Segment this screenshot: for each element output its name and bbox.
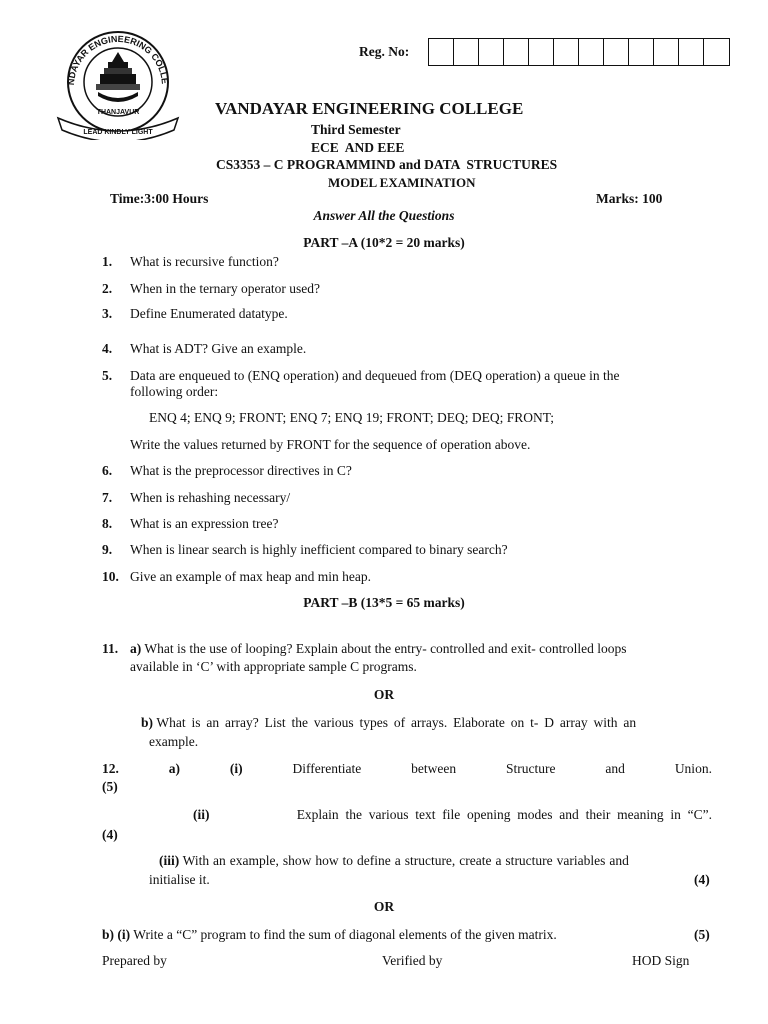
question-number: 12. — [102, 761, 119, 776]
question-number: 11. — [102, 641, 119, 656]
question-text: When is linear search is highly inefficient compared to binary search? — [130, 542, 508, 557]
logo-arc-text: NDAYAR ENGINEERING COLLE — [65, 33, 171, 86]
exam-title: MODEL EXAMINATION — [328, 175, 476, 190]
prepared-by: Prepared by — [102, 953, 167, 968]
reg-no-cell[interactable] — [454, 39, 479, 65]
logo-motto: LEAD KINDLY LIGHT — [83, 129, 153, 136]
option-text: What is the use of looping? Explain about the entry- controlled and exit- controlled loops — [144, 641, 627, 656]
question-12a-ii — [193, 807, 712, 823]
reg-no-cell[interactable] — [679, 39, 704, 65]
marks-label: (5) — [694, 927, 710, 942]
college-logo — [52, 22, 184, 140]
reg-no-cell[interactable] — [429, 39, 454, 65]
sub-question-text: Explain the various text file opening modes and their meaning in “C”. — [296, 807, 712, 822]
question-text: Define Enumerated datatype. — [130, 306, 288, 321]
option-label: b) — [141, 715, 154, 730]
question-text-continued: available in ‘C’ with appropriate sample C programs. — [130, 659, 417, 674]
college-name: VANDAYAR ENGINEERING COLLEGE — [215, 99, 524, 118]
reg-no-cell[interactable] — [629, 39, 654, 65]
question-number: 2. — [102, 281, 113, 296]
sub-label: (ii) — [193, 807, 210, 822]
logo-city: THANJAVUR — [96, 109, 140, 116]
reg-no-boxes[interactable] — [428, 38, 730, 66]
option-text: What is an array? List the various types of arrays. Elaborate on t- D array with an — [156, 715, 637, 730]
question-word: and — [605, 761, 625, 776]
question-number: 9. — [102, 542, 113, 557]
question-number: 6. — [102, 463, 113, 478]
reg-no-label: Reg. No: — [359, 44, 410, 59]
question-number: 3. — [102, 306, 113, 321]
marks-label: (4) — [694, 872, 710, 887]
question-word: between — [411, 761, 457, 776]
sub-question-text: With an example, show how to define a structure, create a structure variables and — [182, 853, 629, 868]
question-text: What is recursive function? — [130, 254, 279, 269]
reg-no-cell[interactable] — [654, 39, 679, 65]
question-followup: Write the values returned by FRONT for the sequence of operation above. — [130, 437, 531, 452]
exam-time: Time:3:00 Hours — [110, 191, 209, 206]
part-a-title: PART –A (10*2 = 20 marks) — [303, 235, 465, 250]
reg-no-cell[interactable] — [579, 39, 604, 65]
question-12a-iii — [159, 853, 629, 869]
question-word: Union. — [674, 761, 712, 776]
question-12b-i — [102, 927, 557, 943]
question-text: Give an example of max heap and min heap. — [130, 569, 372, 584]
subject-title: CS3353 – C PROGRAMMIND and DATA STRUCTURES — [216, 157, 558, 172]
question-12a-i — [102, 761, 712, 777]
question-11b — [141, 715, 636, 731]
question-word: Differentiate — [292, 761, 362, 776]
option-label: b) (i) — [102, 927, 131, 942]
reg-no-cell[interactable] — [604, 39, 629, 65]
question-number: 10. — [102, 569, 119, 584]
reg-no-cell[interactable] — [504, 39, 529, 65]
instruction: Answer All the Questions — [313, 208, 455, 223]
reg-no-cell[interactable] — [554, 39, 579, 65]
question-text-continued: initialise it. — [149, 872, 210, 887]
or-divider: OR — [373, 899, 395, 914]
question-text: What is the preprocessor directives in C? — [130, 463, 352, 478]
question-11a — [130, 641, 627, 657]
question-text: What is an expression tree? — [130, 516, 279, 531]
question-text-continued: example. — [149, 734, 199, 749]
question-text: When is rehashing necessary/ — [130, 490, 291, 505]
reg-no-cell[interactable] — [529, 39, 554, 65]
hod-sign: HOD Sign — [632, 953, 690, 968]
question-number: 8. — [102, 516, 113, 531]
question-word: Structure — [506, 761, 556, 776]
marks-label: (4) — [102, 827, 118, 842]
question-number: 7. — [102, 490, 113, 505]
question-text: When in the ternary operator used? — [130, 281, 321, 296]
verified-by: Verified by — [382, 953, 443, 968]
or-divider: OR — [373, 687, 395, 702]
reg-no-cell[interactable] — [479, 39, 504, 65]
option-label: a) — [168, 761, 181, 776]
sub-label: (i) — [229, 761, 243, 776]
sub-label: (iii) — [159, 853, 180, 868]
question-text: What is ADT? Give an example. — [130, 341, 307, 356]
semester: Third Semester — [311, 122, 401, 137]
question-number: 1. — [102, 254, 113, 269]
question-number: 4. — [102, 341, 113, 356]
exam-marks: Marks: 100 — [596, 191, 663, 206]
reg-no-cell[interactable] — [704, 39, 729, 65]
queue-sequence: ENQ 4; ENQ 9; FRONT; ENQ 7; ENQ 19; FRONT; DEQ; DEQ; FRONT; — [149, 410, 555, 425]
marks-label: (5) — [102, 779, 118, 794]
part-b-title: PART –B (13*5 = 65 marks) — [303, 595, 465, 610]
sub-question-text: Write a “C” program to find the sum of diagonal elements of the given matrix. — [133, 927, 557, 942]
branch: ECE AND EEE — [311, 140, 405, 155]
question-text: Data are enqueued to (ENQ operation) and dequeued from (DEQ operation) a queue in the — [130, 368, 620, 383]
question-number: 5. — [102, 368, 113, 383]
option-label: a) — [130, 641, 142, 656]
question-text-continued: following order: — [130, 384, 219, 399]
